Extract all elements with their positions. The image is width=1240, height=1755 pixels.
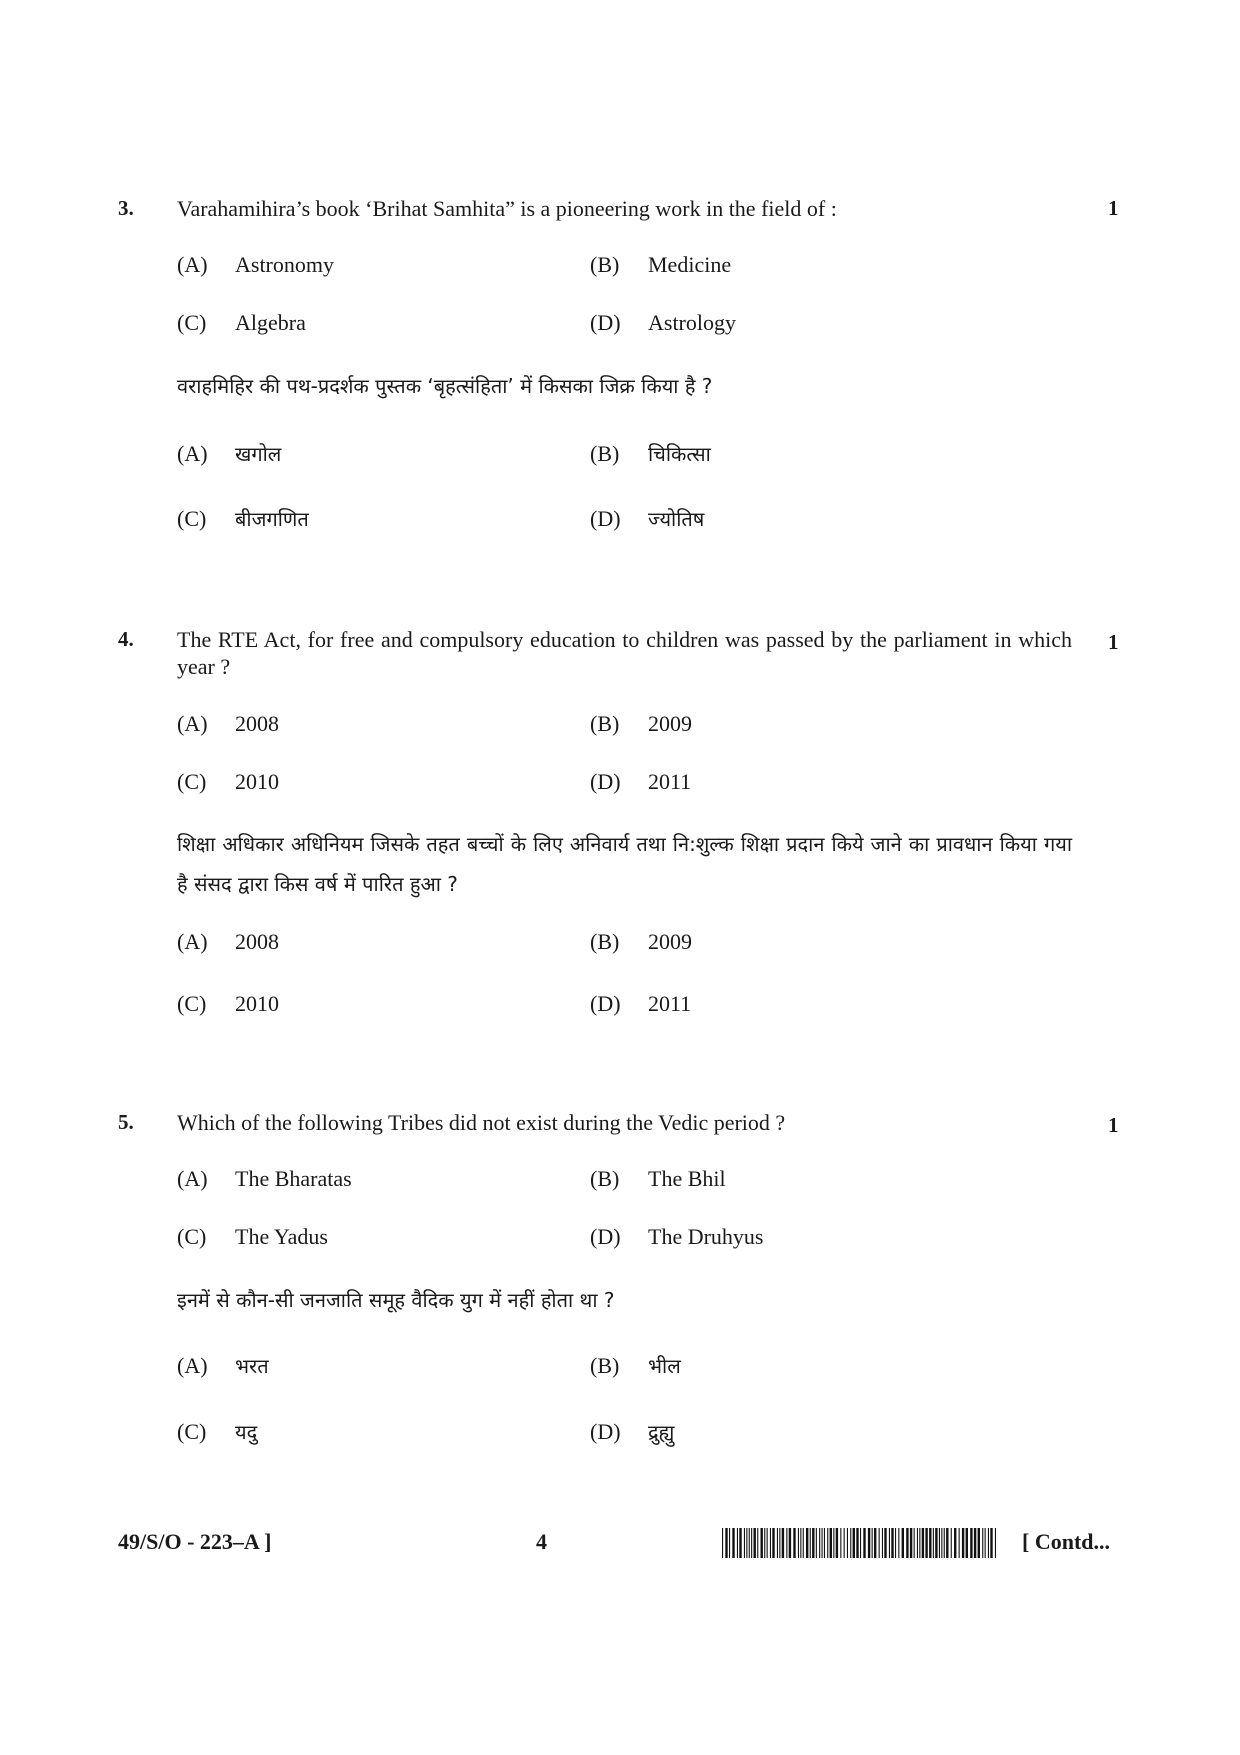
question-5-text-hi: इनमें से कौन-सी जनजाति समूह वैदिक युग में नहीं होता था ? bbox=[177, 1288, 615, 1312]
question-3-option-c-hi bbox=[177, 505, 309, 532]
option-text: 2009 bbox=[648, 711, 692, 736]
question-3-marks: 1 bbox=[1108, 196, 1119, 220]
question-5-option-c-en bbox=[177, 1224, 328, 1250]
question-4-text-hi: शिक्षा अधिकार अधिनियम जिसके तहत बच्चों के लिए अनिवार्य तथा नि:शुल्क शिक्षा प्रदान किये जाने का प्रावधान किया गया है संसद द्वारा किस वर्ष में पारित हुआ ? bbox=[177, 832, 1072, 896]
question-3-option-b-hi bbox=[590, 440, 711, 467]
option-label: (D) bbox=[590, 506, 621, 531]
question-5-option-a-hi bbox=[177, 1352, 269, 1379]
question-5-option-d-en bbox=[590, 1224, 763, 1250]
question-4-option-c-en bbox=[177, 769, 279, 795]
option-text: Algebra bbox=[235, 310, 306, 335]
option-text: भरत bbox=[235, 1354, 269, 1378]
question-3-option-a-hi bbox=[177, 440, 281, 467]
option-label: (B) bbox=[590, 1166, 620, 1191]
question-4-option-a-en bbox=[177, 711, 279, 737]
option-text: The Bharatas bbox=[235, 1166, 352, 1191]
question-5-number: 5. bbox=[118, 1110, 134, 1134]
option-text: 2011 bbox=[648, 991, 692, 1016]
barcode bbox=[722, 1528, 998, 1558]
option-label: (B) bbox=[590, 441, 620, 466]
option-label: (B) bbox=[590, 711, 620, 736]
question-4-option-d-en bbox=[590, 769, 691, 795]
option-label: (D) bbox=[590, 1419, 621, 1444]
option-label: (A) bbox=[177, 929, 208, 954]
option-text: यदु bbox=[235, 1420, 258, 1444]
option-text: 2008 bbox=[235, 929, 279, 954]
paper-code: 49/S/O - 223–A ] bbox=[118, 1529, 272, 1554]
question-5-marks: 1 bbox=[1108, 1113, 1119, 1137]
question-4-number: 4. bbox=[118, 627, 134, 651]
question-3-option-d-hi bbox=[590, 505, 704, 532]
contd-label: [ Contd... bbox=[1022, 1529, 1111, 1554]
option-label: (C) bbox=[177, 310, 207, 335]
question-5-option-d-hi bbox=[590, 1418, 674, 1445]
question-3-text-en: Varahamihira’s book ‘Brihat Samhita” is a pioneering work in the field of : bbox=[177, 196, 837, 221]
option-text: Astrology bbox=[648, 310, 736, 335]
option-text: The Druhyus bbox=[648, 1224, 764, 1249]
question-4-option-c-hi bbox=[177, 991, 279, 1017]
option-label: (D) bbox=[590, 310, 621, 335]
option-label: (C) bbox=[177, 506, 207, 531]
question-5-text-en: Which of the following Tribes did not exist during the Vedic period ? bbox=[177, 1110, 786, 1135]
option-text: चिकित्सा bbox=[648, 442, 711, 466]
option-text: Medicine bbox=[648, 252, 732, 277]
question-5-option-b-hi bbox=[590, 1352, 681, 1379]
option-label: (C) bbox=[177, 1419, 207, 1444]
option-text: The Yadus bbox=[235, 1224, 328, 1249]
option-text: द्रुह्यु bbox=[648, 1420, 675, 1444]
question-4-option-a-hi bbox=[177, 929, 279, 955]
question-3-option-c-en bbox=[177, 310, 306, 336]
option-text: खगोल bbox=[235, 442, 282, 466]
option-text: ज्योतिष bbox=[648, 507, 705, 531]
option-text: 2010 bbox=[235, 769, 279, 794]
option-text: 2008 bbox=[235, 711, 279, 736]
option-label: (D) bbox=[590, 991, 621, 1016]
option-label: (A) bbox=[177, 1166, 208, 1191]
option-label: (A) bbox=[177, 252, 208, 277]
question-3-option-b-en bbox=[590, 252, 731, 278]
option-text: भील bbox=[648, 1354, 681, 1378]
option-label: (A) bbox=[177, 1353, 208, 1378]
option-text: The Bhil bbox=[648, 1166, 726, 1191]
option-label: (C) bbox=[177, 769, 207, 794]
question-3-option-a-en bbox=[177, 252, 334, 278]
question-5-option-b-en bbox=[590, 1166, 726, 1192]
option-label: (B) bbox=[590, 252, 620, 277]
option-text: 2009 bbox=[648, 929, 692, 954]
question-5-option-a-en bbox=[177, 1166, 352, 1192]
option-label: (B) bbox=[590, 929, 620, 954]
question-3-option-d-en bbox=[590, 310, 736, 336]
page-number: 4 bbox=[536, 1529, 547, 1554]
option-label: (D) bbox=[590, 769, 621, 794]
question-3-number: 3. bbox=[118, 196, 134, 220]
question-5-option-c-hi bbox=[177, 1418, 257, 1445]
option-text: 2010 bbox=[235, 991, 279, 1016]
option-label: (A) bbox=[177, 441, 208, 466]
question-4-marks: 1 bbox=[1108, 630, 1119, 654]
option-label: (A) bbox=[177, 711, 208, 736]
question-4-option-b-hi bbox=[590, 929, 692, 955]
question-4-option-d-hi bbox=[590, 991, 691, 1017]
option-label: (B) bbox=[590, 1353, 620, 1378]
question-4-option-b-en bbox=[590, 711, 692, 737]
option-label: (D) bbox=[590, 1224, 621, 1249]
option-text: बीजगणित bbox=[235, 507, 309, 531]
option-label: (C) bbox=[177, 991, 207, 1016]
option-text: Astronomy bbox=[235, 252, 334, 277]
option-text: 2011 bbox=[648, 769, 692, 794]
option-label: (C) bbox=[177, 1224, 207, 1249]
question-3-text-hi: वराहमिहिर की पथ-प्रदर्शक पुस्तक ‘बृहत्संहिता’ में किसका जिक्र किया है ? bbox=[177, 374, 713, 398]
question-4-text-en: The RTE Act, for free and compulsory education to children was passed by the parliament in which year ? bbox=[177, 627, 1072, 679]
